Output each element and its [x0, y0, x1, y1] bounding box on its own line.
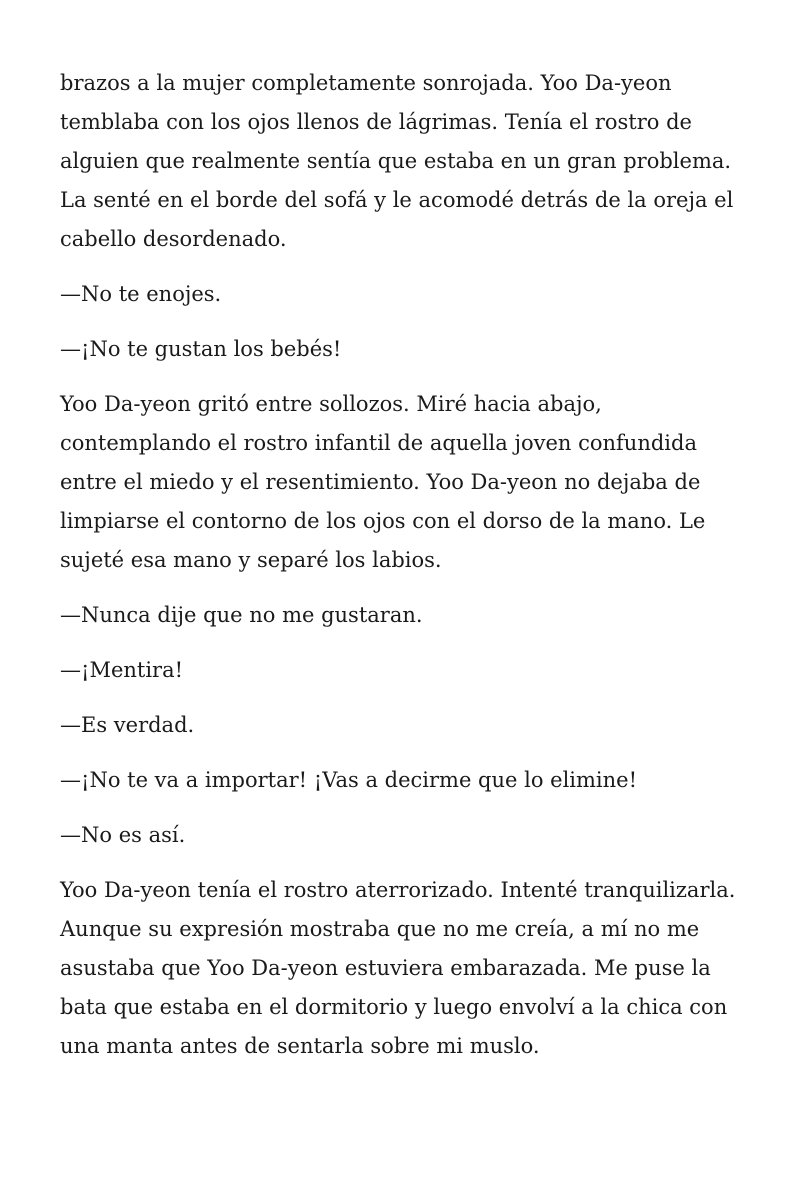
paragraph-narration-3: Yoo Da-yeon tenía el rostro aterrorizado. Intenté tranquilizarla. Aunque su expresión mostraba que no me creía, a mí no me asustaba que Yoo Da-yeon estuviera embarazada. Me puse la bata que estaba en el dormitorio y luego envolví a la chica con una manta antes de sentarla sobre mi muslo.: [60, 878, 736, 1058]
paragraph-dialogue-2: —¡No te gustan los bebés!: [60, 337, 342, 361]
paragraph-dialogue-3: —Nunca dije que no me gustaran.: [60, 603, 423, 627]
paragraph-dialogue-1: —No te enojes.: [60, 282, 222, 306]
paragraph-dialogue-5: —Es verdad.: [60, 713, 195, 737]
paragraph-dialogue-4: —¡Mentira!: [60, 658, 184, 682]
paragraph-narration-2: Yoo Da-yeon gritó entre sollozos. Miré hacia abajo, contemplando el rostro infantil de aquella joven confundida entre el miedo y el resentimiento. Yoo Da-yeon no dejaba de limpiarse el contorno de los ojos con el dorso de la mano. Le sujeté esa mano y separé los labios.: [60, 392, 706, 572]
paragraph-dialogue-7: —No es así.: [60, 823, 186, 847]
document-page: [60, 64, 750, 1082]
paragraph-dialogue-6: —¡No te va a importar! ¡Vas a decirme que lo elimine!: [60, 768, 638, 792]
paragraph-narration-1: brazos a la mujer completamente sonrojada. Yoo Da-yeon temblaba con los ojos llenos de lágrimas. Tenía el rostro de alguien que realmente sentía que estaba en un gran problema. La senté en el borde del sofá y le acomodé detrás de la oreja el cabello desordenado.: [60, 71, 734, 251]
